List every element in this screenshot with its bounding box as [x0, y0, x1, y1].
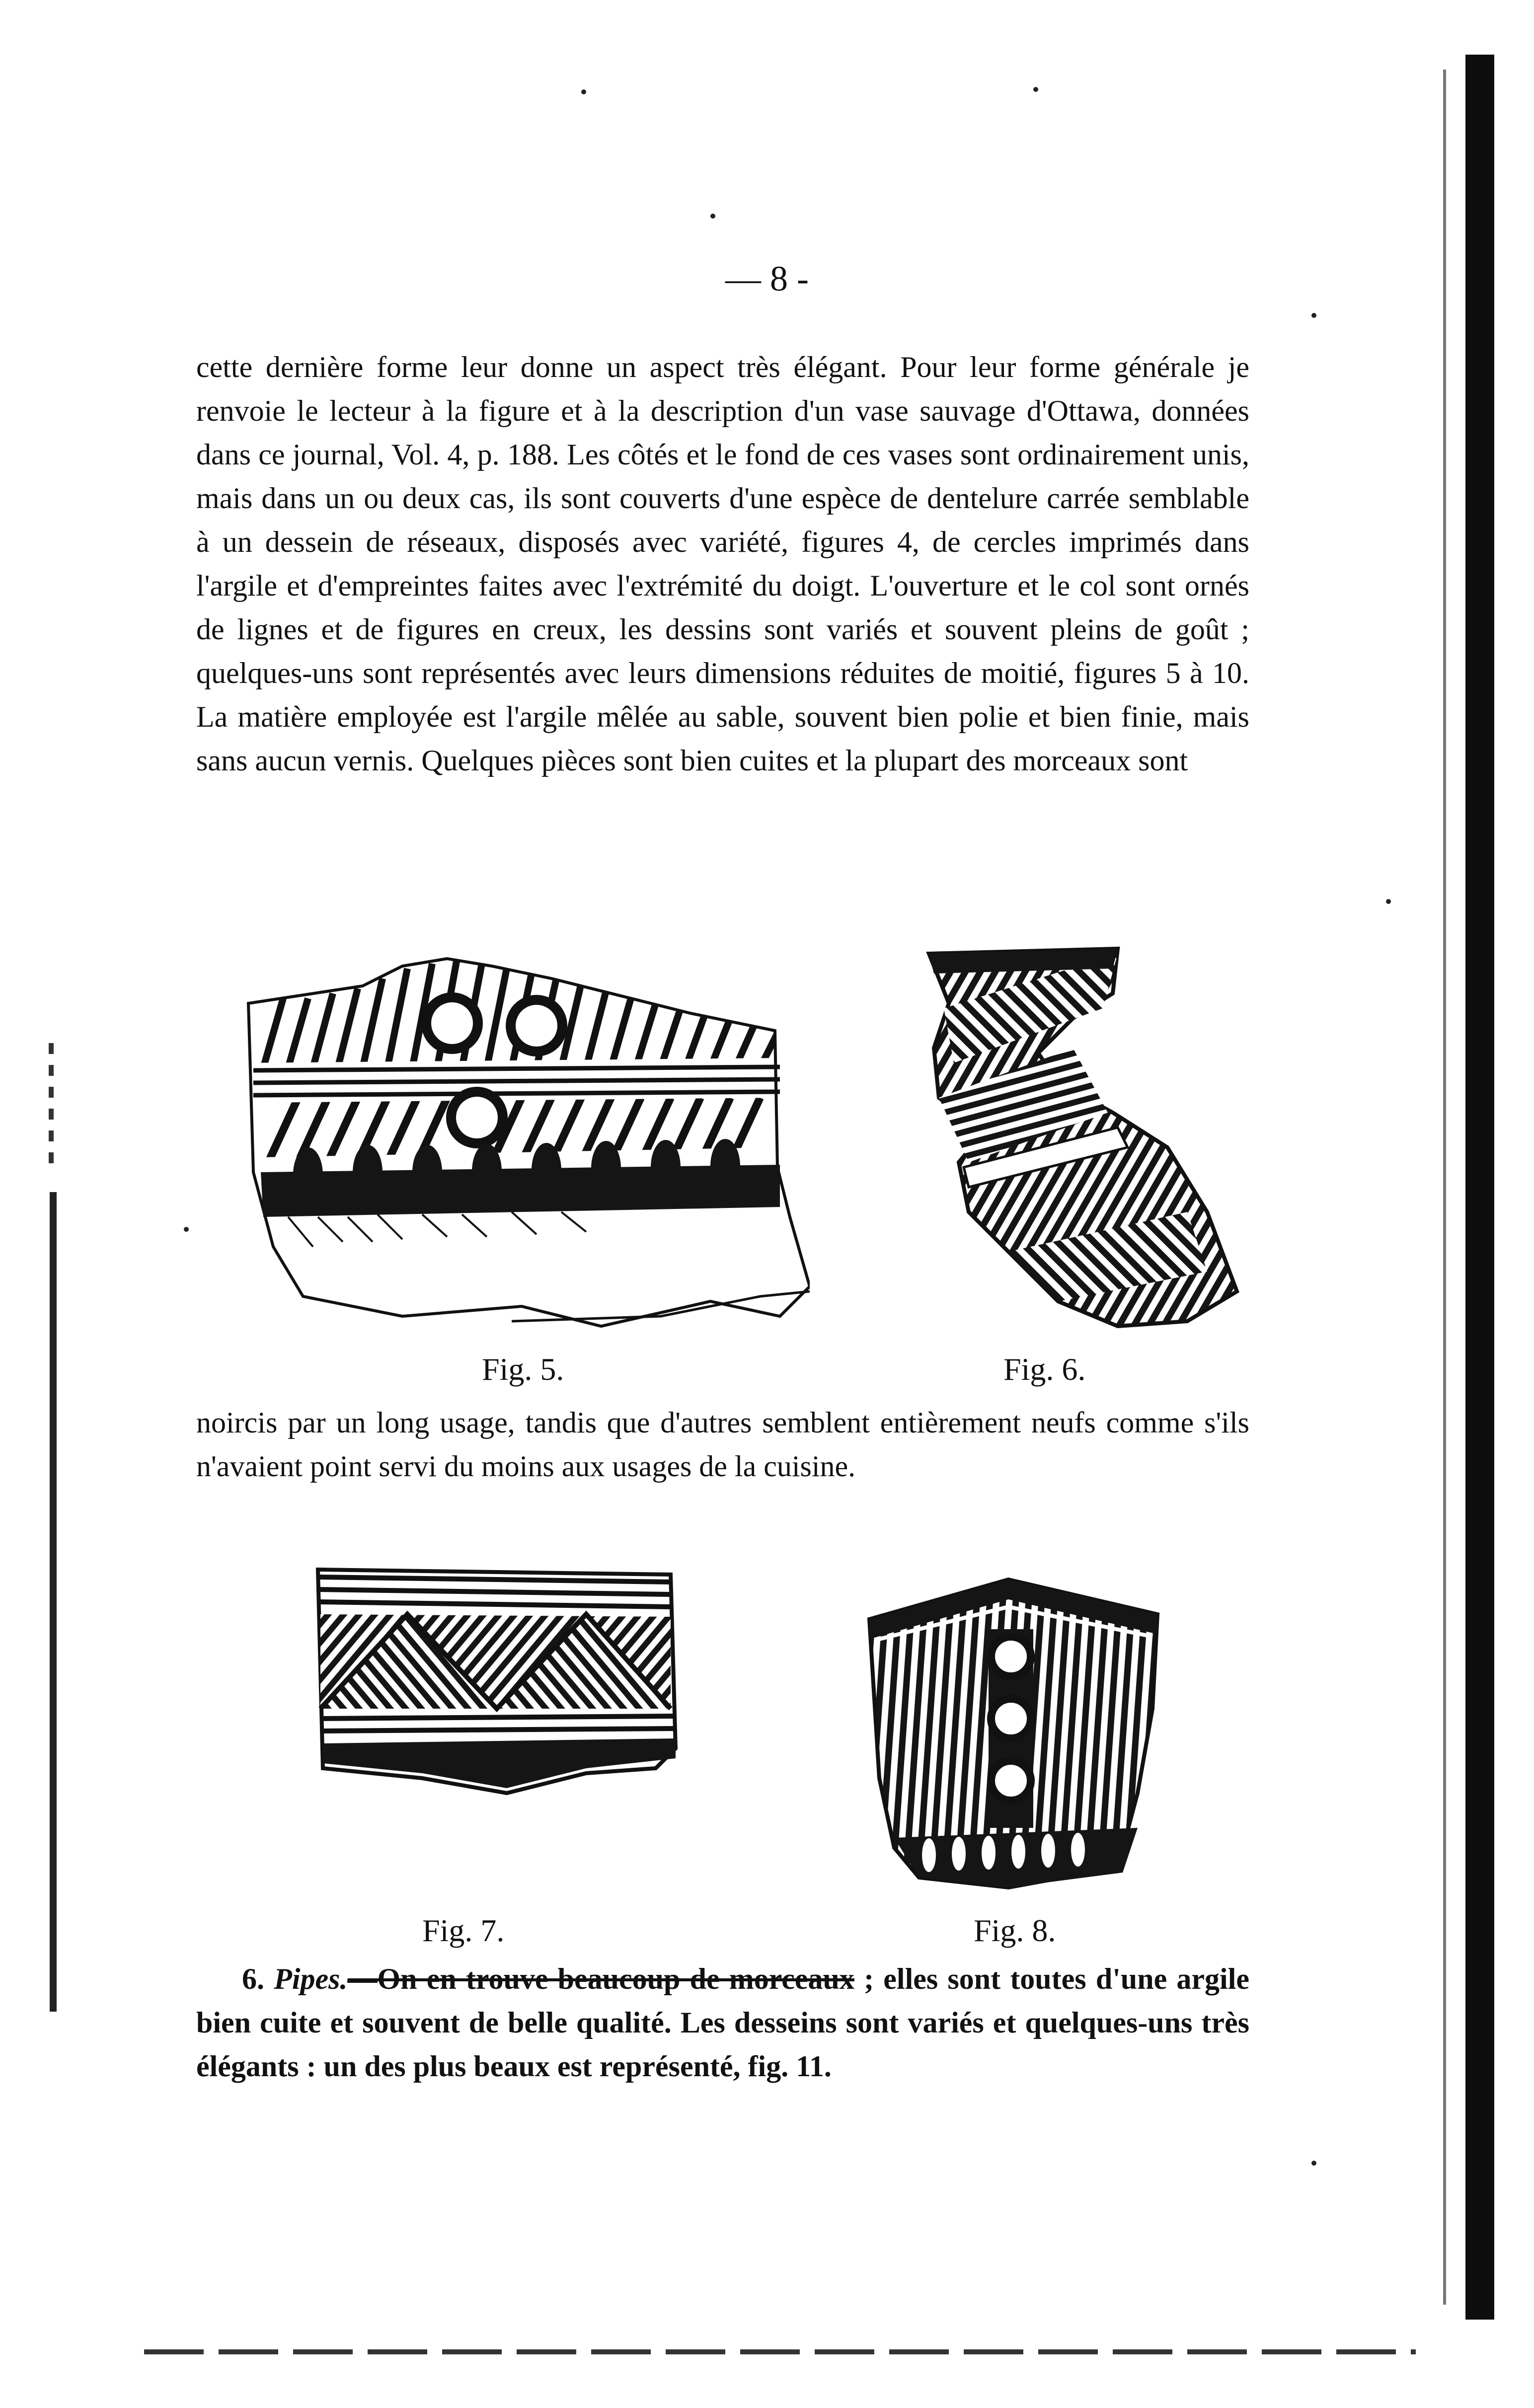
scan-speck	[581, 89, 586, 94]
section-number: 6.	[242, 1962, 264, 1995]
section-paragraph-pipes	[196, 1957, 1249, 2088]
scan-edge-right	[1465, 55, 1494, 2320]
page-number: — 8 -	[725, 259, 809, 299]
section-text: ; elles sont toutes d'une argile bien cuite et souvent de belle qualité. Les desseins sont variés et quelques-uns très élégants : un des plus beaux est représenté, fig. 11.	[196, 1962, 1250, 2083]
figure-6-caption: Fig. 6.	[1003, 1352, 1086, 1387]
figure-8	[859, 1570, 1167, 1897]
scan-speck	[710, 214, 715, 219]
scan-edge-right-line	[1443, 70, 1446, 2305]
scan-bottom-rule	[144, 2349, 1416, 2354]
figure-6	[909, 934, 1247, 1341]
body-paragraph-2: noircis par un long usage, tandis que d'autres semblent entièrement neufs comme s'ils n'avaient point servi du moins aux usages de la cuisine.	[196, 1406, 1249, 1483]
scan-speck	[184, 1227, 189, 1232]
scan-speck	[1386, 899, 1391, 904]
section-struck-text: —On en trouve beaucoup de morceaux	[347, 1962, 854, 1995]
figure-8-caption: Fig. 8.	[974, 1913, 1056, 1948]
figure-7	[308, 1560, 686, 1808]
scan-edge-left-dashes	[49, 1043, 54, 1172]
figure-5	[214, 939, 810, 1346]
body-paragraph-1: cette dernière forme leur donne un aspect très élégant. Pour leur forme générale je renvoie le lecteur à la figure et à la description d'un vase sauvage d'Ottawa, données dans ce journal, Vol. 4, p. 188. Les côtés et le fond de ces vases sont ordinairement unis, mais dans un ou deux cas, ils sont couverts d'une espèce de dentelure carrée semblable à un dessein de réseaux, disposés avec variété, figures 4, de cercles imprimés dans l'argile et d'empreintes faites avec l'extrémité du doigt. L'ouverture et le col sont ornés de lignes et de figures en creux, les dessins sont variés et souvent pleins de goût ; quelques-uns sont représentés avec leurs dimensions réduites de moitié, figures 5 à 10. La matière employée est l'argile mêlée au sable, souvent bien polie et bien finie, mais sans aucun vernis. Quelques pièces sont bien cuites et la plupart des morceaux sont	[196, 351, 1249, 777]
figure-7-caption: Fig. 7.	[422, 1913, 505, 1948]
figure-5-caption: Fig. 5.	[482, 1352, 564, 1387]
scan-speck	[1311, 313, 1316, 318]
scan-speck	[1033, 87, 1038, 92]
section-heading: Pipes.	[274, 1962, 348, 1995]
scan-speck	[1311, 2161, 1316, 2166]
scan-edge-left	[50, 1192, 57, 2012]
